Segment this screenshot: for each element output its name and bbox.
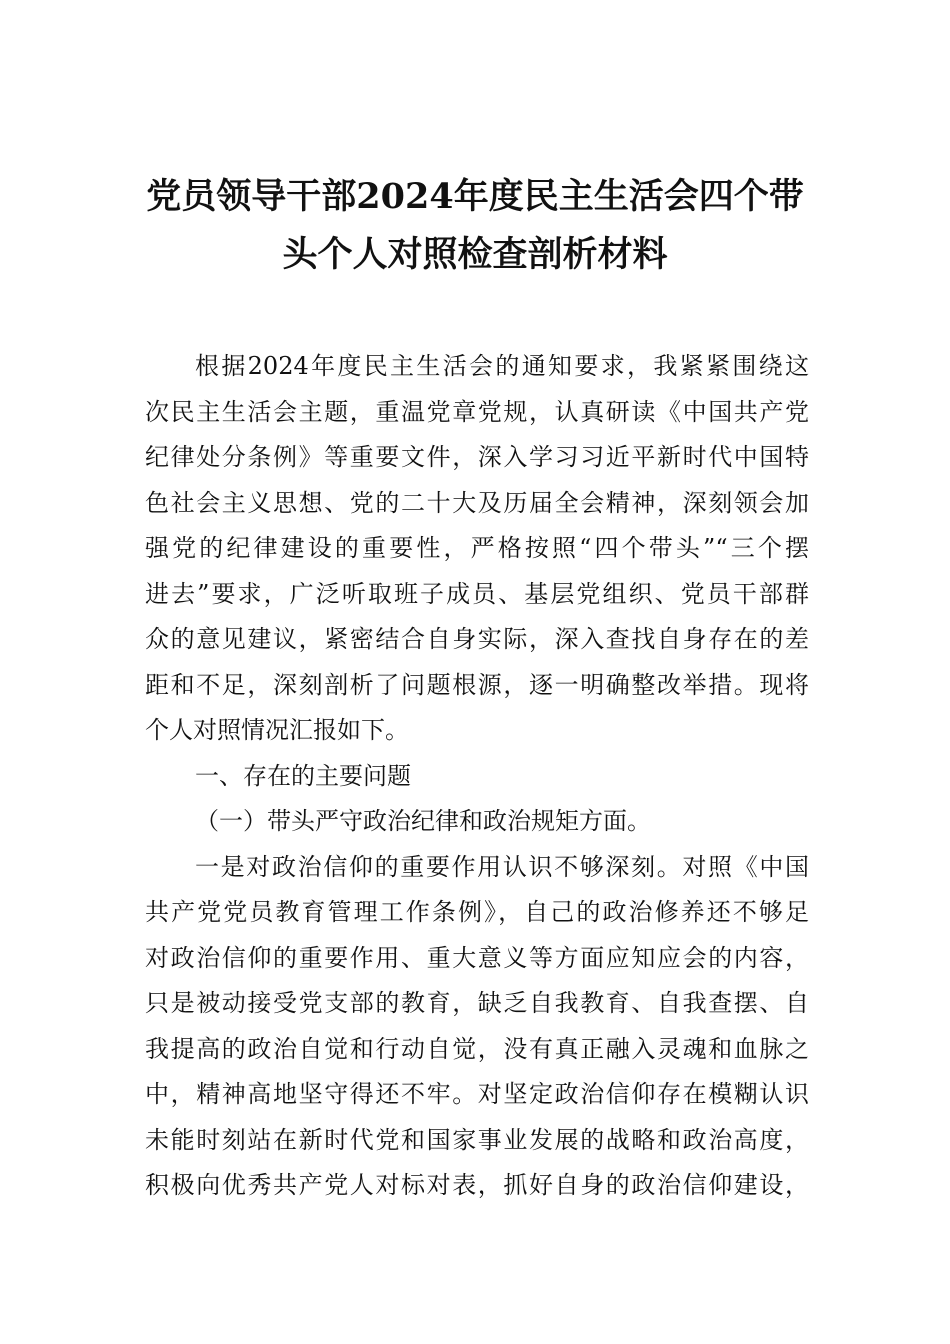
item-paragraph-line: 未能时刻站在新时代党和国家事业发展的战略和政治高度， [145, 1125, 809, 1154]
item-paragraph-line: 对政治信仰的重要作用、重大意义等方面应知应会的内容， [145, 943, 809, 972]
intro-paragraph-line: 进去”要求，广泛听取班子成员、基层党组织、党员干部群 [145, 579, 809, 608]
section-heading: 一、存在的主要问题 [195, 761, 411, 790]
item-paragraph-line: 共产党党员教育管理工作条例》，自己的政治修养还不够足 [145, 898, 809, 926]
item-paragraph-line: 积极向优秀共产党人对标对表，抓好自身的政治信仰建设， [145, 1171, 809, 1199]
document-body [145, 344, 809, 1209]
intro-paragraph-line: 强党的纪律建设的重要性，严格按照“四个带头”“三个摆 [145, 534, 809, 562]
item-paragraph-line: 只是被动接受党支部的教育，缺乏自我教育、自我查摆、自 [145, 989, 809, 1017]
intro-paragraph-line: 次民主生活会主题，重温党章党规，认真研读《中国共产党 [145, 397, 809, 426]
subsection-heading: （一）带头严守政治纪律和政治规矩方面。 [195, 807, 651, 835]
item-paragraph-line: 我提高的政治自觉和行动自觉，没有真正融入灵魂和血脉之 [145, 1034, 809, 1063]
intro-paragraph-line: 距和不足，深刻剖析了问题根源，逐一明确整改举措。现将 [145, 670, 809, 699]
intro-paragraph-line: 个人对照情况汇报如下。 [145, 716, 409, 744]
intro-paragraph-line: 根据2024年度民主生活会的通知要求，我紧紧围绕这 [195, 352, 809, 380]
intro-paragraph-line: 众的意见建议，紧密结合自身实际，深入查找自身存在的差 [145, 625, 809, 653]
intro-paragraph-line: 纪律处分条例》等重要文件，深入学习习近平新时代中国特 [145, 443, 809, 471]
item-paragraph-line: 中，精神高地坚守得还不牢。对坚定政治信仰存在模糊认识 [145, 1080, 809, 1108]
item-paragraph-line: 一是对政治信仰的重要作用认识不够深刻。对照《中国 [195, 852, 809, 881]
document-title [145, 168, 805, 284]
intro-paragraph-line: 色社会主义思想、党的二十大及历届全会精神，深刻领会加 [145, 488, 809, 517]
title-line: 头个人对照检查剖析材料 [282, 234, 668, 275]
title-line: 党员领导干部2024年度民主生活会四个带 [146, 176, 804, 217]
